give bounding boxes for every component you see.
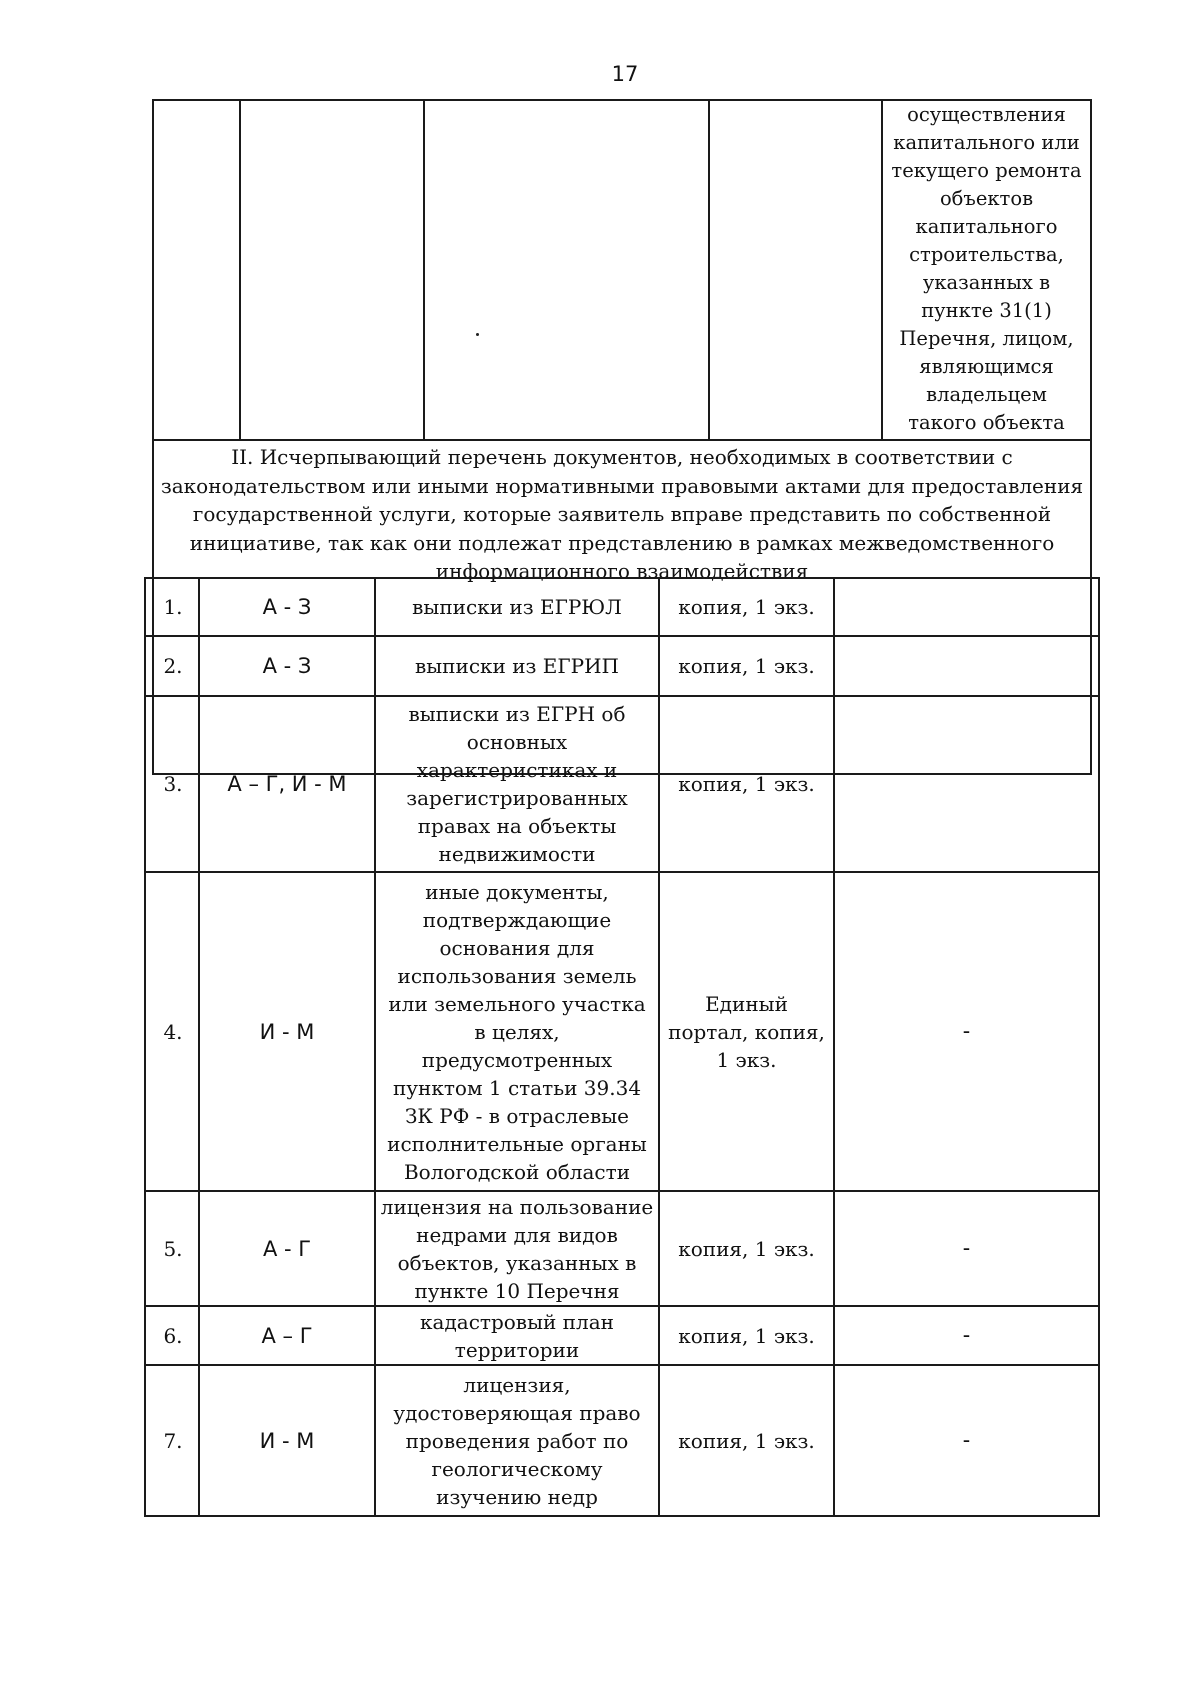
row-note: - bbox=[834, 872, 1099, 1191]
row-form: Единый портал, копия, 1 экз. bbox=[659, 872, 834, 1191]
row-codes: И - М bbox=[199, 872, 375, 1191]
table-row bbox=[145, 872, 1099, 1191]
row-note: - bbox=[834, 1191, 1099, 1306]
row-codes: А – Г, И - М bbox=[199, 696, 375, 872]
table-row bbox=[145, 1365, 1099, 1516]
continuation-text-cell bbox=[882, 100, 1091, 440]
empty-cell bbox=[153, 100, 240, 440]
row-form: копия, 1 экз. bbox=[659, 1365, 834, 1516]
empty-cell bbox=[240, 100, 424, 440]
stray-dot bbox=[476, 333, 479, 336]
row-document: кадастровый план территории bbox=[375, 1306, 659, 1365]
table-row bbox=[145, 1191, 1099, 1306]
row-number: 1. bbox=[145, 578, 199, 636]
empty-cell bbox=[424, 100, 709, 440]
page-number: 17 bbox=[611, 62, 639, 86]
row-document: выписки из ЕГРН об основных характеристиках и зарегистрированных правах на объекты недвижимости bbox=[375, 696, 659, 872]
continuation-text: осуществления капитального или текущего ремонта объектов капитального строительства, указанных в пункте 31(1) Перечня, лицом, являющимся владельцем такого объекта bbox=[891, 103, 1082, 434]
row-codes: А - З bbox=[199, 578, 375, 636]
row-number: 3. bbox=[145, 696, 199, 872]
row-codes: А - Г bbox=[199, 1191, 375, 1306]
row-number: 6. bbox=[145, 1306, 199, 1365]
row-form: копия, 1 экз. bbox=[659, 578, 834, 636]
documents-table bbox=[144, 577, 1100, 1517]
row-document: иные документы, подтверждающие основания для использования земель или земельного участка в целях, предусмотренных пунктом 1 статьи 39.34 ЗК РФ - в отраслевые исполнительные органы Вологодской области bbox=[375, 872, 659, 1191]
row-number: 2. bbox=[145, 636, 199, 696]
row-note: - bbox=[834, 1306, 1099, 1365]
section-header-text: II. Исчерпывающий перечень документов, необходимых в соответствии с законодательством или иными нормативными правовыми актами для предоставления государственной услуги, которые заявитель вправе представить по собственной инициативе, так как они подлежат представлению в рамках межведомственного информационного взаимодействия bbox=[160, 445, 1084, 583]
row-codes: И - М bbox=[199, 1365, 375, 1516]
row-note bbox=[834, 696, 1099, 872]
table-row bbox=[145, 696, 1099, 872]
row-form: копия, 1 экз. bbox=[659, 696, 834, 872]
table-row bbox=[145, 1306, 1099, 1365]
row-form: копия, 1 экз. bbox=[659, 1306, 834, 1365]
row-form: копия, 1 экз. bbox=[659, 636, 834, 696]
row-number: 5. bbox=[145, 1191, 199, 1306]
row-document: выписки из ЕГРЮЛ bbox=[375, 578, 659, 636]
table-row bbox=[145, 578, 1099, 636]
row-number: 4. bbox=[145, 872, 199, 1191]
row-document: лицензия, удостоверяющая право проведения работ по геологическому изучению недр bbox=[375, 1365, 659, 1516]
row-document: лицензия на пользование недрами для видов объектов, указанных в пункте 10 Перечня bbox=[375, 1191, 659, 1306]
row-note bbox=[834, 636, 1099, 696]
row-document: выписки из ЕГРИП bbox=[375, 636, 659, 696]
row-note: - bbox=[834, 1365, 1099, 1516]
table-row bbox=[145, 636, 1099, 696]
row-codes: А - З bbox=[199, 636, 375, 696]
row-form: копия, 1 экз. bbox=[659, 1191, 834, 1306]
row-codes: А – Г bbox=[199, 1306, 375, 1365]
continuation-row bbox=[153, 100, 1091, 440]
row-note bbox=[834, 578, 1099, 636]
empty-cell bbox=[709, 100, 882, 440]
row-number: 7. bbox=[145, 1365, 199, 1516]
